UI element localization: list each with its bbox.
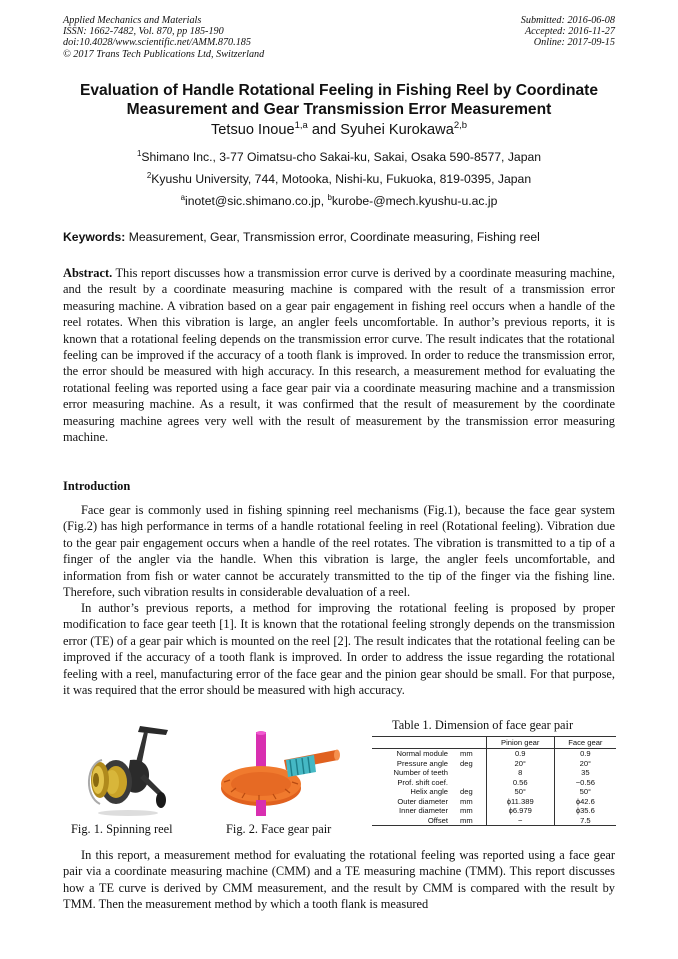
affiliation-2: [40, 172, 638, 186]
affiliation-2-sup: 2: [146, 170, 152, 180]
author-1-sup: 1,a: [294, 120, 308, 132]
section-heading-introduction: Introduction: [63, 479, 131, 493]
keywords: [63, 230, 623, 244]
row-param: Pressure angle: [396, 758, 448, 768]
row-pinion: ϕ6.979: [486, 806, 554, 816]
author-conj: and: [307, 122, 341, 138]
row-face: 20°: [554, 759, 616, 769]
accepted-date: Accepted: 2016-11-27: [524, 26, 615, 38]
row-param: Offset: [372, 816, 450, 826]
intro-paragraph-2: In author’s previous reports, a method for improving the rotational feeling is proposed by proper modification to face gear teeth [1]. It is known that the rotational feeling strongly depends on the transmission error (TE) of a gear pair which is mounted on the reel [2]. The result indicates that the rotational feeling can be improved if the accuracy of a tooth flank is improved. In order to address the issue regarding the rotational feeling with a reel, manufacturing error of the face gear and the pinion gear should be small. For that purpose, it was required that the error should be measured with high accuracy.: [63, 601, 615, 698]
row-pinion: 20°: [486, 759, 554, 769]
dimension-table: [372, 736, 616, 826]
row-pinion: 0.9: [486, 749, 554, 759]
table-row: [372, 778, 616, 788]
keywords-text: Measurement, Gear, Transmission error, Coordinate measuring, Fishing reel: [125, 230, 540, 244]
row-pinion: 8: [486, 768, 554, 778]
intro-paragraph-3: In this report, a measurement method for evaluating the rotational feeling was reported using a face gear pair via a coordinate measuring machine (CMM) and a TE measuring machine (TMM). This report discusses how a TE curve is derived by CMM measurement, and the result by CMM is compared with the result by TMM. Then the measurement method by which a tooth flank is measured: [63, 848, 615, 912]
row-pinion: 50°: [486, 787, 554, 797]
row-param: Outer diameter: [397, 796, 448, 806]
row-param: Helix angle: [410, 787, 448, 796]
row-face: 0.9: [554, 749, 616, 759]
table-row: [372, 816, 616, 826]
header-param: [372, 737, 450, 749]
header-pinion: Pinion gear: [486, 737, 554, 749]
row-face: −0.56: [554, 778, 616, 788]
title-line-1: Evaluation of Handle Rotational Feeling in Fishing Reel by Coordinate: [79, 82, 599, 99]
copyright-line: © 2017 Trans Tech Publications Ltd, Switzerland: [63, 48, 265, 60]
abstract: [63, 265, 615, 445]
row-face: 7.5: [554, 816, 616, 826]
email-a: inotet@sic.shimano.co.jp,: [185, 194, 328, 208]
doi-line: doi:10.4028/www.scientific.net/AMM.870.185: [63, 37, 251, 49]
row-face: 35: [554, 768, 616, 778]
row-unit: deg: [460, 758, 473, 768]
paper-title: [40, 81, 638, 119]
email-line: [40, 194, 638, 208]
email-b-sup: b: [327, 192, 332, 202]
title-line-2: Measurement and Gear Transmission Error Measurement: [126, 101, 552, 118]
author-2-sup: 2,b: [453, 120, 467, 132]
row-unit: mm: [460, 796, 473, 806]
journal-header: [63, 15, 264, 60]
abstract-label: Abstract.: [63, 266, 113, 280]
dates-header: [521, 15, 615, 49]
row-pinion: 0.56: [486, 778, 554, 788]
row-unit: mm: [450, 816, 486, 826]
row-param: Number of teeth: [393, 768, 448, 777]
face-gear-pair-image: [214, 730, 342, 820]
keywords-label: Keywords:: [63, 230, 126, 244]
online-date: Online: 2017-09-15: [533, 37, 615, 49]
row-face: ϕ35.6: [554, 806, 616, 816]
author-line: [40, 122, 638, 138]
email-b: kurobe-@mech.kyushu-u.ac.jp: [331, 194, 498, 208]
row-pinion: ϕ11.389: [486, 797, 554, 807]
table-header-row: [372, 737, 616, 749]
table-1-caption: Table 1. Dimension of face gear pair: [392, 718, 574, 732]
row-unit: [450, 778, 486, 788]
table-row: [372, 759, 616, 769]
figure-2-caption: Fig. 2. Face gear pair: [226, 822, 332, 836]
row-param: Prof. shift coef.: [397, 777, 448, 787]
table-row: [372, 749, 616, 759]
table-row: [372, 806, 616, 816]
row-unit: mm: [460, 806, 473, 815]
affiliation-1-text: Shimano Inc., 3-77 Oimatsu-cho Sakai-ku, Sakai, Osaka 590-8577, Japan: [141, 150, 542, 164]
affiliation-2-text: Kyushu University, 744, Motooka, Nishi-ku, Fukuoka, 819-0395, Japan: [151, 172, 532, 186]
header-face: Face gear: [554, 737, 616, 749]
submitted-date: Submitted: 2016-06-08: [520, 15, 615, 26]
abstract-text: This report discusses how a transmission error curve is derived by a coordinate measuring machine, and the result by a coordinate measuring machine is compared with the result of a transmission error measuring machine. A vibration based on a gear pair engagement in fishing reel occurs when a handle of the reel rotates. When this vibration is large, an angler feels uncomfortable. In author’s previous reports, it is known that a rotational feeling depends on the transmission error curve. The result indicates that the rotational feeling can be improved if the accuracy of a tooth flank is improved. In order to reduce the transmission error, the error should be measured with high accuracy. In this research, a measurement method for evaluating the rotational feeling was reported using a face gear pair via a coordinate measuring machine and a transmission error measuring machine. As a result, it was confirmed that the result of measurement by the coordinate measuring machine agrees very well with the result of measurement by the transmission error measuring machine.: [63, 266, 615, 445]
table-row: [372, 768, 616, 778]
header-unit: [450, 737, 486, 749]
row-unit: mm: [460, 749, 473, 758]
intro-paragraph-1: Face gear is commonly used in fishing spinning reel mechanisms (Fig.1), because the face gear system (Fig.2) has high performance in terms of a handle rotational feeling in reel (Rotational feeling). Vibration due to the gear pair engagement occurs when a handle of the reel rotates. The vibration is transmitted to a tip of a finger of the angler via the handle. When this vibration is large, the angler feels uncomfortable, and information from fish or water cannot be accurately transmitted to the tip of the finger via the fishing line. Therefore, such vibration results in considerable devaluation of a reel.: [63, 503, 615, 600]
affiliation-1: [40, 150, 638, 164]
figure-1-caption: Fig. 1. Spinning reel: [71, 822, 173, 836]
row-param: Normal module: [396, 749, 448, 758]
row-face: 50°: [554, 787, 616, 797]
affiliation-1-sup: 1: [136, 148, 142, 158]
spinning-reel-image: [82, 722, 172, 818]
author-2: Syuhei Kurokawa: [340, 122, 454, 138]
author-1: Tetsuo Inoue: [211, 122, 295, 138]
table-row: [372, 787, 616, 797]
row-unit: deg: [460, 787, 473, 796]
email-a-sup: a: [180, 192, 186, 202]
row-pinion: −: [486, 816, 554, 826]
row-param: Inner diameter: [399, 806, 448, 815]
table-row: [372, 797, 616, 807]
row-face: ϕ42.6: [554, 797, 616, 807]
row-unit: [450, 768, 486, 778]
issn-line: ISSN: 1662-7482, Vol. 870, pp 185-190: [63, 26, 224, 38]
journal-name: Applied Mechanics and Materials: [63, 15, 202, 26]
